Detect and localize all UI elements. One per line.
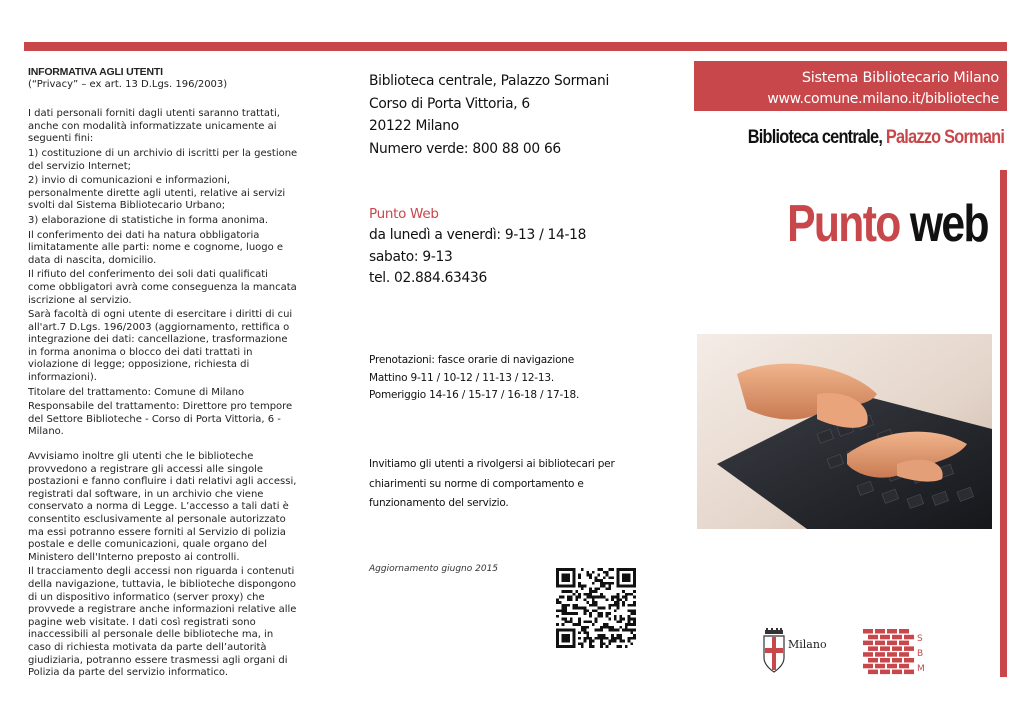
address-line: 20122 Milano xyxy=(369,118,459,134)
privacy-paragraph: I dati personali forniti dagli utenti saranno trattati, anche con modalità informatizzate unicamente ai seguenti fini: xyxy=(28,108,280,145)
privacy-paragraph: Il rifiuto del conferimento dei soli dati qualificati come obbligatori avrà come conseguenza la mancata iscrizione al servizio. xyxy=(28,269,297,306)
privacy-paragraph: 3) elaborazione di statistiche in forma anonima. xyxy=(28,214,269,226)
invite-block xyxy=(369,455,639,514)
sbm-letter-s: S xyxy=(917,634,923,644)
privacy-paragraph: Responsabile del trattamento: Direttore pro tempore del Settore Biblioteche - Corso di Porta Vittoria, 6 - Milano. xyxy=(28,401,293,438)
right-accent-line xyxy=(1000,170,1007,677)
privacy-paragraph: 1) costituzione di un archivio di iscritti per la gestione del servizio Internet; xyxy=(28,147,298,172)
system-banner xyxy=(694,61,1007,111)
address-line: Corso di Porta Vittoria, 6 xyxy=(369,95,530,112)
address-line: Numero verde: 800 88 00 66 xyxy=(369,140,561,157)
sbm-letter-b: B xyxy=(917,649,924,659)
library-title xyxy=(748,127,1004,149)
privacy-paragraphs xyxy=(28,108,298,439)
tracking-paragraph: Avvisiamo inoltre gli utenti che le biblioteche provvedono a registrare gli accessi alle singole postazioni e fanno confluire i dati relativi agli accessi, registrati dal software, in un archivio che viene conservato a norma di Legge. L’accesso a tali dati è consentito esclusivamente al personale autorizzato ma essi potranno essere forniti al Servizio di polizia postale e delle comunicazioni, quale organo del Ministero dell'Interno preposto ai controlli. xyxy=(28,451,297,563)
tracking-paragraphs xyxy=(28,451,298,680)
library-title-place: Palazzo Sormani xyxy=(881,127,1004,148)
website-link[interactable]: www.comune.milano.it/biblioteche xyxy=(767,91,999,107)
hours-block xyxy=(369,225,659,290)
qr-code xyxy=(556,568,636,648)
update-date: Aggiornamento giugno 2015 xyxy=(369,564,499,574)
keyboard-typing-photo xyxy=(697,334,992,529)
sbm-letter-m: M xyxy=(917,664,925,674)
prenotazioni-block xyxy=(369,352,659,405)
privacy-paragraph: 2) invio di comunicazioni e informazioni, personalmente dirette agli utenti, relative ai servizi svolti dal Sistema Bibliotecario Urbano; xyxy=(28,175,286,212)
top-accent-bar xyxy=(24,42,1007,51)
hours-line: tel. 02.884.63436 xyxy=(369,270,487,286)
prenotazioni-line: Pomeriggio 14-16 / 15-17 / 16-18 / 17-18. xyxy=(369,389,580,401)
address-line: Biblioteca centrale, Palazzo Sormani xyxy=(369,73,609,89)
headline-web: web xyxy=(899,195,988,253)
prenotazioni-line: Prenotazioni: fasce orarie di navigazione xyxy=(369,354,575,366)
privacy-subtitle: (“Privacy” – ex art. 13 D.Lgs. 196/2003) xyxy=(28,78,228,90)
sbm-logo xyxy=(861,627,936,677)
milano-logo-text: Milano xyxy=(788,638,827,651)
comune-milano-logo xyxy=(762,628,832,674)
invite-line: funzionamento del servizio. xyxy=(369,497,509,509)
punto-web-label: Punto Web xyxy=(369,206,439,222)
privacy-paragraph: Titolare del trattamento: Comune di Milano xyxy=(28,386,245,398)
privacy-paragraph: Sarà facoltà di ogni utente di esercitare i diritti di cui all'art.7 D.Lgs. 196/2003 (aggiornamento, rettifica o integrazione dei dati: cancellazione, trasformazione in forma anonima o blocco dei dati trattati in violazione di legge; opposizione, richiesta di informazioni). xyxy=(28,309,293,384)
privacy-column xyxy=(28,66,298,682)
invite-line: Invitiamo gli utenti a rivolgersi ai bibliotecari per xyxy=(369,458,615,470)
headline xyxy=(787,194,988,254)
contact-column xyxy=(369,70,659,290)
prenotazioni-line: Mattino 9-11 / 10-12 / 11-13 / 12-13. xyxy=(369,371,554,384)
headline-punto: Punto xyxy=(787,195,900,253)
privacy-title: INFORMATIVA AGLI UTENTI xyxy=(28,66,163,78)
system-name: Sistema Bibliotecario Milano xyxy=(801,70,999,86)
library-title-main: Biblioteca centrale, xyxy=(747,127,882,148)
hours-line: da lunedì a venerdì: 9-13 / 14-18 xyxy=(369,227,587,243)
privacy-paragraph: Il conferimento dei dati ha natura obbligatoria limitatamente alle parti: nome e cognome, luogo e data di nascita, domicilio. xyxy=(28,229,284,266)
tracking-paragraph: Il tracciamento degli accessi non riguarda i contenuti della navigazione, tuttavia, le biblioteche dispongono di un dispositivo informatico (server proxy) che provvede a registrare anche informazioni relative alle pagine web visitate. I dati così registrati sono inaccessibili al personale delle biblioteche ma, in caso di richiesta motivata da parte dell’autorità giudiziaria, potranno essere trasmessi agli organi di Polizia da parte del servizio informatico. xyxy=(28,566,297,679)
invite-line: chiarimenti su norme di comportamento e xyxy=(369,477,584,490)
hours-line: sabato: 9-13 xyxy=(369,248,453,265)
address-block xyxy=(369,70,659,160)
